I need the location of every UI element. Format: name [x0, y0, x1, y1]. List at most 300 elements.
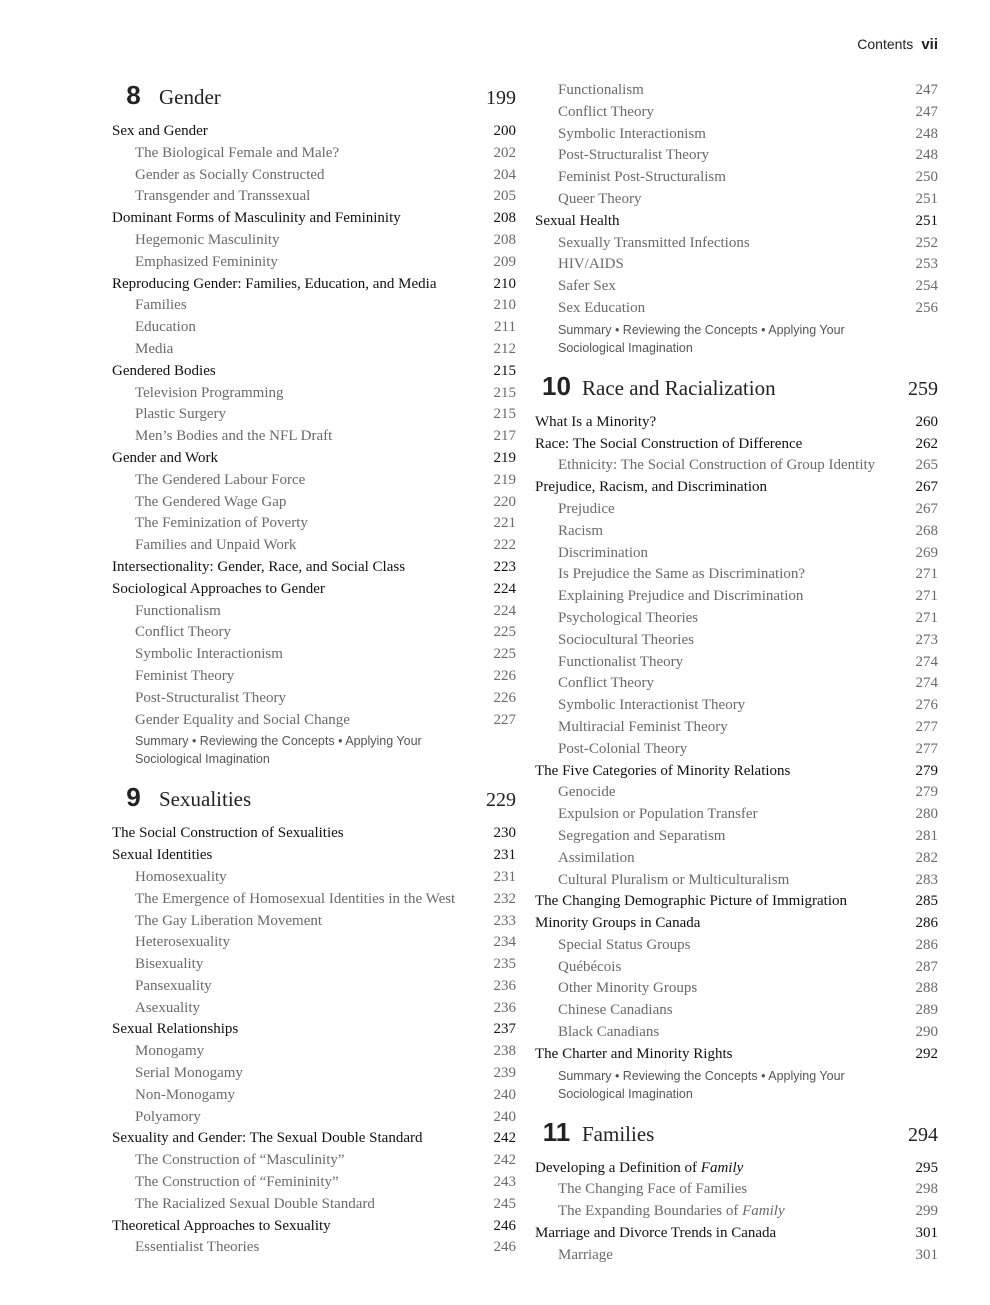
entry-page-number: 252 — [915, 234, 938, 251]
toc-subsection-entry — [112, 932, 516, 954]
entry-title: Feminist Theory — [135, 667, 235, 684]
entry-title: Sociocultural Theories — [558, 631, 694, 648]
entry-page-number: 208 — [493, 210, 516, 227]
toc-subsection-entry — [112, 976, 516, 998]
entry-page-number: 246 — [493, 1239, 516, 1256]
entry-title: Plastic Surgery — [135, 406, 226, 423]
chapter-heading — [535, 1117, 938, 1152]
entry-page-number: 274 — [915, 653, 938, 670]
entry-title: Television Programming — [135, 384, 284, 401]
entry-title: Gender and Work — [112, 449, 218, 466]
toc-section-entry — [112, 121, 516, 143]
toc-subsection-entry — [535, 1201, 938, 1223]
entry-title: Serial Monogamy — [135, 1065, 243, 1082]
entry-title: Sexual Relationships — [112, 1021, 239, 1038]
entry-title: The Biological Female and Male? — [135, 144, 340, 161]
toc-subsection-entry — [535, 254, 938, 276]
entry-title: Post-Structuralist Theory — [558, 147, 709, 164]
chapter-page-number: 199 — [486, 87, 516, 109]
entry-page-number: 269 — [915, 544, 938, 561]
entry-title: Sexual Identities — [112, 847, 213, 864]
entry-page-number: 219 — [493, 471, 516, 488]
entry-title: Québécois — [558, 958, 622, 975]
entry-page-number: 301 — [915, 1246, 938, 1263]
chapter-number: 9 — [126, 782, 141, 813]
toc-subsection-entry — [535, 673, 938, 695]
toc-subsection-entry — [112, 710, 516, 732]
entry-page-number: 225 — [493, 646, 516, 663]
entry-page-number: 251 — [915, 212, 938, 229]
entry-title: Post-Structuralist Theory — [135, 689, 286, 706]
toc-subsection-entry — [535, 145, 938, 167]
entry-title: Transgender and Transsexual — [135, 188, 311, 205]
entry-page-number: 226 — [493, 667, 516, 684]
toc-subsection-entry — [535, 717, 938, 739]
toc-section-entry — [112, 823, 516, 845]
entry-title: Dominant Forms of Masculinity and Femininity — [112, 210, 401, 227]
chapter-page-number: 294 — [908, 1123, 938, 1146]
entry-title: Asexuality — [135, 999, 200, 1016]
entry-title: Segregation and Separatism — [558, 827, 726, 844]
entry-page-number: 288 — [915, 980, 938, 997]
entry-title: The Expanding Boundaries of Family — [558, 1203, 785, 1220]
entry-title: Marriage and Divorce Trends in Canada — [535, 1225, 777, 1242]
entry-page-number: 248 — [915, 147, 938, 164]
toc-subsection-entry — [112, 1085, 516, 1107]
entry-title: Genocide — [558, 784, 616, 801]
entry-page-number: 231 — [493, 847, 516, 864]
entry-title: Gender as Socially Constructed — [135, 166, 325, 183]
chapter-number: 8 — [126, 80, 141, 110]
toc-section-entry — [535, 913, 938, 935]
toc-subsection-entry — [535, 739, 938, 761]
entry-page-number: 215 — [493, 406, 516, 423]
entry-title: Ethnicity: The Social Construction of Group Identity — [558, 457, 876, 474]
entry-page-number: 286 — [915, 915, 938, 932]
entry-page-number: 222 — [493, 537, 516, 554]
toc-subsection-entry — [112, 426, 516, 448]
entry-title: Non-Monogamy — [135, 1086, 235, 1103]
entry-title: Reproducing Gender: Families, Education, and Media — [112, 275, 437, 292]
entry-page-number: 231 — [493, 868, 516, 885]
toc-subsection-entry — [535, 521, 938, 543]
entry-title: Men’s Bodies and the NFL Draft — [135, 428, 333, 445]
toc-section-entry — [535, 1158, 938, 1180]
toc-subsection-entry — [535, 276, 938, 298]
toc-subsection-entry — [112, 470, 516, 492]
entry-title: The Emergence of Homosexual Identities in the West — [135, 890, 456, 907]
chapter-title: Sexualities — [159, 787, 252, 812]
toc-subsection-entry — [112, 867, 516, 889]
chapter-heading — [112, 80, 516, 115]
entry-page-number: 212 — [493, 340, 516, 357]
toc-left-column — [112, 80, 516, 1259]
entry-title: Marriage — [558, 1246, 613, 1263]
entry-page-number: 285 — [915, 893, 938, 910]
entry-title: Conflict Theory — [135, 624, 231, 641]
entry-title: Conflict Theory — [558, 103, 654, 120]
entry-page-number: 223 — [493, 558, 516, 575]
entry-page-number: 279 — [915, 762, 938, 779]
entry-page-number: 281 — [915, 827, 938, 844]
toc-subsection-entry — [112, 186, 516, 208]
toc-subsection-entry — [535, 848, 938, 870]
entry-page-number: 292 — [915, 1045, 938, 1062]
toc-section-entry — [112, 361, 516, 383]
toc-subsection-entry — [535, 455, 938, 477]
entry-title: Essentialist Theories — [135, 1239, 260, 1256]
entry-title: Feminist Post-Structuralism — [558, 169, 726, 186]
entry-page-number: 215 — [493, 384, 516, 401]
entry-title: Hegemonic Masculinity — [135, 231, 280, 248]
toc-section-entry — [535, 891, 938, 913]
entry-title: Education — [135, 319, 196, 336]
toc-subsection-entry — [112, 644, 516, 666]
toc-subsection-entry — [535, 652, 938, 674]
entry-title: Queer Theory — [558, 190, 642, 207]
entry-title: What Is a Minority? — [535, 413, 657, 430]
toc-section-entry — [112, 274, 516, 296]
entry-title: Heterosexuality — [135, 934, 230, 951]
entry-page-number: 237 — [493, 1021, 516, 1038]
toc-subsection-entry — [112, 492, 516, 514]
entry-page-number: 283 — [915, 871, 938, 888]
toc-subsection-entry — [112, 998, 516, 1020]
toc-section-entry — [535, 761, 938, 783]
entry-page-number: 240 — [493, 1108, 516, 1125]
entry-page-number: 268 — [915, 522, 938, 539]
toc-subsection-entry — [112, 513, 516, 535]
toc-subsection-entry — [535, 233, 938, 255]
entry-title: The Gay Liberation Movement — [135, 912, 323, 929]
entry-title: Polyamory — [135, 1108, 201, 1125]
toc-subsection-entry — [535, 124, 938, 146]
entry-page-number: 211 — [494, 319, 516, 336]
toc-subsection-entry — [535, 957, 938, 979]
running-head-page-number: vii — [921, 36, 938, 53]
entry-title: Functionalism — [558, 82, 644, 98]
toc-subsection-entry — [535, 543, 938, 565]
entry-title: Sexually Transmitted Infections — [558, 234, 750, 251]
entry-title: The Changing Demographic Picture of Immigration — [535, 893, 848, 910]
entry-page-number: 220 — [493, 493, 516, 510]
entry-title: Sociological Approaches to Gender — [112, 580, 325, 597]
entry-title: Families and Unpaid Work — [135, 537, 297, 554]
entry-title: Explaining Prejudice and Discrimination — [558, 588, 804, 605]
entry-page-number: 221 — [493, 515, 516, 532]
entry-page-number: 267 — [915, 500, 938, 517]
entry-page-number: 208 — [493, 231, 516, 248]
entry-title: Safer Sex — [558, 278, 616, 295]
entry-page-number: 239 — [493, 1065, 516, 1082]
entry-page-number: 219 — [493, 449, 516, 466]
toc-subsection-entry — [112, 404, 516, 426]
entry-title: The Social Construction of Sexualities — [112, 825, 344, 842]
entry-title: Symbolic Interactionism — [135, 646, 283, 663]
entry-page-number: 210 — [493, 297, 516, 314]
entry-page-number: 295 — [915, 1159, 938, 1176]
entry-page-number: 200 — [493, 123, 516, 139]
toc-subsection-entry — [112, 252, 516, 274]
entry-page-number: 250 — [915, 169, 938, 186]
entry-page-number: 251 — [915, 190, 938, 207]
entry-page-number: 242 — [493, 1152, 516, 1169]
entry-title: Bisexuality — [135, 956, 204, 973]
entry-page-number: 204 — [493, 166, 516, 183]
entry-page-number: 236 — [493, 977, 516, 994]
entry-page-number: 224 — [493, 602, 516, 619]
entry-page-number: 232 — [493, 890, 516, 907]
entry-title: Sexuality and Gender: The Sexual Double Standard — [112, 1130, 423, 1147]
entry-page-number: 290 — [915, 1024, 938, 1041]
toc-subsection-entry — [112, 601, 516, 623]
toc-section-entry — [112, 448, 516, 470]
entry-title: Prejudice — [558, 500, 615, 517]
entry-title: Monogamy — [135, 1043, 205, 1060]
entry-page-number: 226 — [493, 689, 516, 706]
entry-page-number: 279 — [915, 784, 938, 801]
toc-subsection-entry — [535, 499, 938, 521]
toc-section-entry — [535, 477, 938, 499]
toc-subsection-entry — [535, 630, 938, 652]
entry-title: Functionalist Theory — [558, 653, 684, 670]
entry-page-number: 230 — [493, 825, 516, 842]
toc-subsection-entry — [535, 870, 938, 892]
entry-title: The Gendered Labour Force — [135, 471, 306, 488]
entry-page-number: 276 — [915, 697, 938, 714]
chapter-page-number: 229 — [486, 789, 516, 812]
toc-subsection-entry — [112, 143, 516, 165]
entry-title: Theoretical Approaches to Sexuality — [112, 1217, 331, 1234]
toc-subsection-entry — [535, 1245, 938, 1267]
entry-title: Functionalism — [135, 602, 221, 619]
toc-subsection-entry — [112, 954, 516, 976]
entry-page-number: 225 — [493, 624, 516, 641]
toc-subsection-entry — [535, 102, 938, 124]
entry-page-number: 253 — [915, 256, 938, 273]
entry-title: Sex Education — [558, 299, 646, 316]
toc-subsection-entry — [112, 383, 516, 405]
chapter-summary-line: Summary • Reviewing the Concepts • Applying Your Sociological Imagination — [558, 322, 845, 355]
entry-title: The Gendered Wage Gap — [135, 493, 287, 510]
entry-page-number: 260 — [915, 413, 938, 430]
entry-page-number: 234 — [493, 934, 516, 951]
entry-title: Intersectionality: Gender, Race, and Social Class — [112, 558, 406, 575]
entry-title: Prejudice, Racism, and Discrimination — [535, 479, 768, 496]
chapter-title: Gender — [159, 85, 221, 109]
toc-subsection-entry — [112, 165, 516, 187]
entry-page-number: 202 — [493, 144, 516, 161]
entry-title: Chinese Canadians — [558, 1002, 673, 1019]
toc-subsection-entry — [535, 564, 938, 586]
entry-page-number: 256 — [915, 299, 938, 316]
toc-section-entry — [112, 1216, 516, 1238]
toc-subsection-entry — [112, 339, 516, 361]
toc-subsection-entry — [112, 295, 516, 317]
entry-title: The Construction of “Femininity” — [135, 1174, 339, 1191]
toc-section-entry — [535, 211, 938, 233]
entry-page-number: 287 — [915, 958, 938, 975]
toc-subsection-entry — [535, 826, 938, 848]
entry-page-number: 273 — [915, 631, 938, 648]
toc-section-entry — [112, 579, 516, 601]
entry-title: Homosexuality — [135, 868, 227, 885]
chapter-summary-line: Summary • Reviewing the Concepts • Applying Your Sociological Imagination — [135, 734, 422, 767]
toc-subsection-entry — [112, 1150, 516, 1172]
toc-section-entry — [535, 1223, 938, 1245]
toc-subsection-entry — [535, 695, 938, 717]
toc-section-entry — [112, 845, 516, 867]
toc-subsection-entry — [535, 978, 938, 1000]
entry-title: Gender Equality and Social Change — [135, 711, 350, 728]
toc-subsection-entry — [112, 688, 516, 710]
entry-page-number: 282 — [915, 849, 938, 866]
entry-page-number: 209 — [493, 253, 516, 270]
toc-subsection-entry — [112, 1063, 516, 1085]
chapter-title: Race and Racialization — [582, 375, 776, 400]
entry-title: Media — [135, 340, 174, 357]
entry-title: Sexual Health — [535, 212, 620, 229]
toc-subsection-entry — [535, 298, 938, 320]
toc-subsection-entry — [112, 911, 516, 933]
toc-section-entry — [112, 1019, 516, 1041]
entry-page-number: 247 — [915, 82, 938, 98]
entry-page-number: 217 — [493, 428, 516, 445]
toc-subsection-entry — [112, 230, 516, 252]
entry-page-number: 247 — [915, 103, 938, 120]
entry-page-number: 210 — [493, 275, 516, 292]
chapter-page-number: 259 — [908, 377, 938, 400]
toc-right-column — [535, 80, 938, 1267]
entry-page-number: 262 — [915, 435, 938, 452]
entry-title: Multiracial Feminist Theory — [558, 718, 728, 735]
entry-page-number: 246 — [493, 1217, 516, 1234]
entry-page-number: 240 — [493, 1086, 516, 1103]
entry-title: Emphasized Femininity — [135, 253, 278, 270]
entry-title: Post-Colonial Theory — [558, 740, 688, 757]
toc-subsection-entry — [112, 889, 516, 911]
entry-page-number: 243 — [493, 1174, 516, 1191]
toc-subsection-entry — [535, 167, 938, 189]
chapter-heading — [112, 782, 516, 817]
toc-subsection-entry — [112, 1194, 516, 1216]
entry-page-number: 277 — [915, 718, 938, 735]
toc-subsection-entry — [535, 608, 938, 630]
toc-section-entry — [535, 1044, 938, 1066]
entry-title: Conflict Theory — [558, 675, 654, 692]
toc-section-entry — [112, 208, 516, 230]
running-head-label: Contents — [857, 36, 914, 52]
entry-title: The Charter and Minority Rights — [535, 1045, 733, 1062]
entry-title: Expulsion or Population Transfer — [558, 806, 758, 823]
entry-title: Cultural Pluralism or Multiculturalism — [558, 871, 790, 888]
entry-title: The Feminization of Poverty — [135, 515, 308, 532]
toc-section-entry — [535, 434, 938, 456]
entry-title: Special Status Groups — [558, 936, 691, 953]
toc-subsection-entry — [112, 622, 516, 644]
entry-title: Pansexuality — [135, 977, 212, 994]
entry-page-number: 271 — [915, 566, 938, 583]
toc-subsection-entry — [112, 1107, 516, 1129]
toc-subsection-entry — [535, 935, 938, 957]
toc-subsection-entry — [535, 189, 938, 211]
entry-page-number: 236 — [493, 999, 516, 1016]
toc-subsection-entry — [535, 804, 938, 826]
entry-title: The Changing Face of Families — [558, 1181, 748, 1198]
entry-page-number: 289 — [915, 1002, 938, 1019]
entry-page-number: 233 — [493, 912, 516, 929]
toc-subsection-entry — [535, 782, 938, 804]
entry-page-number: 254 — [915, 278, 938, 295]
entry-title: Race: The Social Construction of Difference — [535, 435, 803, 452]
entry-page-number: 299 — [915, 1203, 938, 1220]
entry-title: Minority Groups in Canada — [535, 915, 701, 932]
entry-title: Families — [135, 297, 187, 314]
entry-page-number: 274 — [915, 675, 938, 692]
entry-title: Symbolic Interactionism — [558, 125, 706, 142]
chapter-title: Families — [582, 1121, 655, 1146]
entry-title: Developing a Definition of Family — [535, 1159, 744, 1176]
entry-title: The Racialized Sexual Double Standard — [135, 1195, 375, 1212]
entry-page-number: 245 — [493, 1195, 516, 1212]
toc-section-entry — [112, 1128, 516, 1150]
entry-page-number: 205 — [493, 188, 516, 205]
entry-page-number: 280 — [915, 806, 938, 823]
entry-page-number: 224 — [493, 580, 516, 597]
entry-page-number: 215 — [493, 362, 516, 379]
entry-page-number: 286 — [915, 936, 938, 953]
entry-title: Is Prejudice the Same as Discrimination? — [558, 566, 806, 583]
chapter-heading — [535, 371, 938, 406]
entry-title: Discrimination — [558, 544, 648, 561]
entry-title: Gendered Bodies — [112, 362, 216, 379]
entry-title: The Construction of “Masculinity” — [135, 1152, 345, 1169]
toc-subsection-entry — [112, 666, 516, 688]
toc-subsection-entry — [535, 1179, 938, 1201]
running-head — [857, 36, 938, 53]
entry-page-number: 271 — [915, 609, 938, 626]
chapter-number: 11 — [542, 1116, 571, 1147]
entry-title: Racism — [558, 522, 603, 539]
toc-subsection-entry — [535, 1022, 938, 1044]
toc-subsection-entry — [112, 317, 516, 339]
entry-title: Sex and Gender — [112, 123, 208, 139]
chapter-number: 10 — [542, 370, 571, 401]
entry-page-number: 235 — [493, 956, 516, 973]
entry-title: Black Canadians — [558, 1024, 660, 1041]
entry-page-number: 227 — [493, 711, 516, 728]
toc-subsection-entry — [535, 1000, 938, 1022]
toc-section-entry — [112, 557, 516, 579]
entry-title: Symbolic Interactionist Theory — [558, 697, 746, 714]
entry-page-number: 298 — [915, 1181, 938, 1198]
entry-title: The Five Categories of Minority Relations — [535, 762, 791, 779]
entry-title: Other Minority Groups — [558, 980, 698, 997]
entry-page-number: 242 — [493, 1130, 516, 1147]
toc-subsection-entry — [535, 80, 938, 102]
entry-title: HIV/AIDS — [558, 256, 624, 273]
toc-subsection-entry — [112, 1041, 516, 1063]
entry-page-number: 277 — [915, 740, 938, 757]
entry-page-number: 265 — [915, 457, 938, 474]
toc-subsection-entry — [112, 535, 516, 557]
entry-title: Psychological Theories — [558, 609, 699, 626]
chapter-summary-line: Summary • Reviewing the Concepts • Applying Your Sociological Imagination — [558, 1068, 845, 1101]
entry-page-number: 248 — [915, 125, 938, 142]
entry-page-number: 267 — [915, 479, 938, 496]
toc-subsection-entry — [535, 586, 938, 608]
entry-page-number: 238 — [493, 1043, 516, 1060]
